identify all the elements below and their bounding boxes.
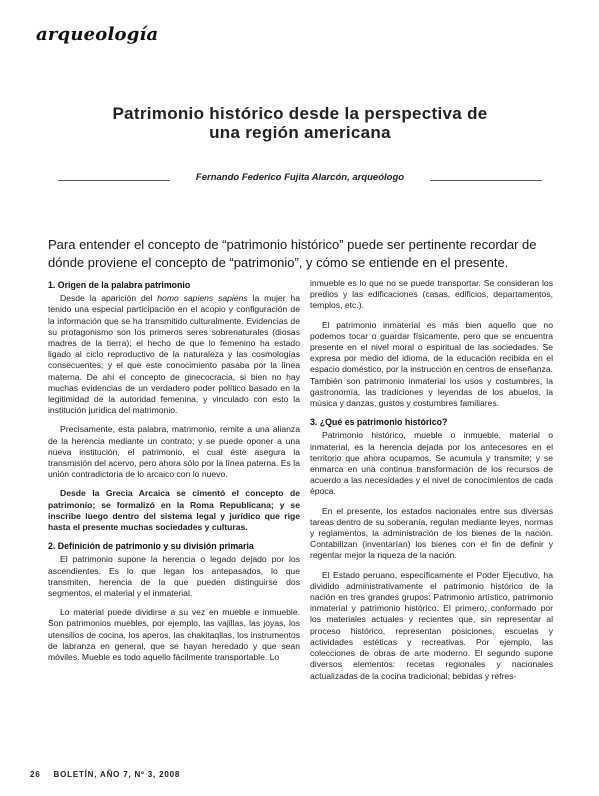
- page-number: 26: [30, 770, 41, 779]
- species-name: homo sapiens sapiens: [157, 293, 248, 304]
- paragraph-continued: inmueble es lo que no se puede transportar. Se consideran los predios y las edificaciones (casas, edificios, departamentos, templos, etc.).: [310, 278, 553, 311]
- paragraph: El patrimonio inmaterial es más bien aquello que no podemos tocar o guardar físicamente, pero que se encuentra presente en el nivel moral o espiritual de las sociedades. Se expresa por medio del idioma, de la educación recibida en el espacio doméstico, por la instrucción en centros de enseñanza. También son patrimonio inmaterial los usos y costumbres, la gastronomía, las tradiciones y leyendas de los abuelos, la música y danzas, gustos y costumbres familiares.: [310, 319, 553, 409]
- section-label: arqueología: [36, 24, 159, 45]
- paragraph: Desde la aparición del homo sapiens sapiens la mujer ha tenido una especial participación en el acopio y configuración de la información que se ha transmitido culturalmente. Evidencias de su protagonismo son los primeros seres sobrenaturales (diosas madres de la tierra); el hecho de que lo femenino ha estado ligado al ciclo reproductivo de la naturaleza y las cosmologías consecuentes; y el que este conocimiento pasaba por la línea materna. De ahí el concepto de ginecocracia, si bien no hay muchas evidencias de un verdadero poder político basado en la legitimidad de la autoridad femenina, y vinculado con esto la institución jurídica del matrimonio.: [48, 293, 300, 416]
- byline-rule-right: [430, 180, 542, 181]
- paragraph-highlighted: Desde la Grecia Arcaica se cimentó el concepto de patrimonio; se formalizó en la Roma Republicana; y se inscribe luego dentro del sistema legal y jurídico que rige hasta el presente muchas sociedades y culturas.: [48, 488, 300, 533]
- paragraph: Patrimonio histórico, mueble o inmueble, material o inmaterial, es la herencia dejada por los antecesores en el territorio que ahora ocupamos. Se acumula y transmite; y se enmarca en una continua transformación de los recursos de acuerdo a las necesidades y el nivel de conocimientos de cada época.: [310, 430, 553, 497]
- title-line-2: una región americana: [209, 123, 391, 142]
- paragraph: Lo material puede dividirse a su vez en mueble e inmueble. Son patrimonios muebles, por ejemplo, las vajillas, las joyas, los utensilios de cocina, los aperos, las chakitaqllas, los instrumentos de labranza en general, que se hayan heredado y que sean móviles. Mueble es todo aquello fácilmente transportable. Lo: [48, 607, 300, 663]
- author-byline: Fernando Federico Fujita Alarcón, arqueólogo: [195, 172, 405, 183]
- paragraph: Precisamente, esta palabra, matrimonio, remite a una alianza de la herencia mediante un contrato; y se puede oponer a una nueva institución, el patrimonio, el cual éste asegura la transmisión del acervo, pero ahora sólo por la línea paterna. Es la unión contradictoria de lo arcaico con lo nuevo.: [48, 424, 300, 480]
- lead-paragraph: Para entender el concepto de “patrimonio histórico” puede ser pertinente recordar de dónde proviene el concepto de “patrimonio”, y cómo se entiende en el presente.: [48, 237, 537, 270]
- heading-origin: 1. Origen de la palabra patrimonio: [48, 280, 191, 290]
- paragraph: En el presente, los estados nacionales entre sus diversas tareas dentro de su soberanía, regulan mediante leyes, normas y reglamentos, la administración de los bienes de la nación. Contabilizan (inventarían) los bienes con el fin de definir y regentar mejor la riqueza de la nación.: [310, 505, 553, 561]
- publication-info: BOLETÍN, AÑO 7, Nº 3, 2008: [53, 770, 181, 779]
- byline-row: [58, 172, 542, 188]
- right-column: [310, 278, 553, 764]
- heading-historic-heritage: 3. ¿Qué es patrimonio histórico?: [310, 417, 448, 428]
- article-title: [40, 104, 560, 142]
- left-column: [48, 278, 300, 764]
- paragraph: El Estado peruano, específicamente el Poder Ejecutivo, ha dividido administrativamente el patrimonio histórico de la nación en tres grandes grupos: Patrimonio artístico, patrimonio inmaterial y patrimonio histórico. El primero, conformado por los materiales actuales y recientes que, sin representar al proceso histórico, representan posiciones, escuelas y actividades estéticas y recreativas. Por ejemplo, las colecciones de obras de arte moderno. El segundo supone diversos elementos: recetas regionales y nacionales actualizadas de la cocina tradicional; bebidas y refres-: [310, 569, 553, 681]
- paragraph: El patrimonio supone la herencia o legado dejado por los ascendientes. Es lo que legan los antepasados, lo que transmiten, herencia de la que pueden distinguirse dos segmentos, el material y el inmaterial.: [48, 554, 300, 599]
- heading-definition: 2. Definición de patrimonio y su división primaria: [48, 541, 254, 552]
- title-line-1: Patrimonio histórico desde la perspectiva de: [112, 104, 488, 123]
- page-footer: [30, 770, 330, 779]
- byline-rule-left: [58, 180, 170, 181]
